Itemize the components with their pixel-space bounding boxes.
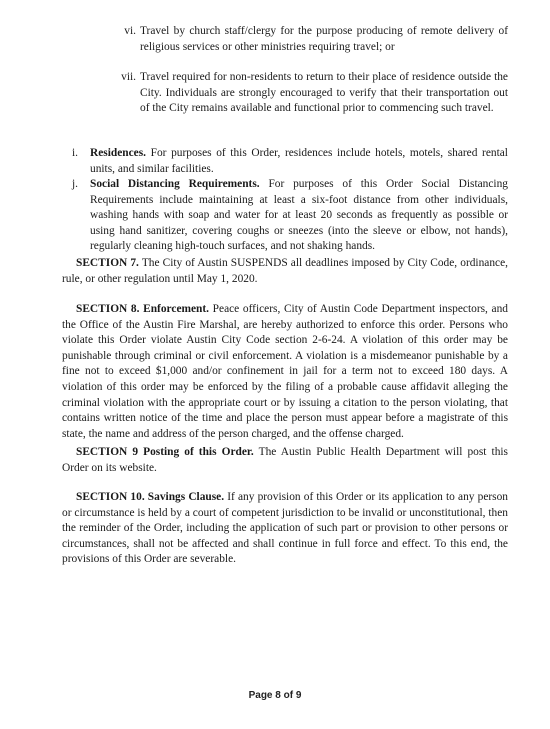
list-item-j-social-distancing [62, 177, 508, 255]
section-heading: SECTION 7. [76, 257, 139, 269]
section-7 [62, 256, 508, 287]
section-9 [62, 445, 508, 476]
list-item-text: Travel required for non-residents to return to their place of residence outside the City. Individuals are strongly encouraged to verify that their transportation out of the City remains available and functional prior to commencing such travel. [140, 71, 508, 115]
section-heading: SECTION 9 Posting of this Order. [76, 446, 254, 458]
list-item-vii [104, 70, 508, 117]
section-10 [62, 490, 508, 568]
list-item-text: For purposes of this Order, residences include hotels, motels, shared rental units, and similar facilities. [90, 147, 508, 175]
section-text: The Austin Public Health Department will post this Order on its website. [62, 446, 508, 474]
list-item-number: vi. [124, 25, 136, 37]
section-8 [62, 302, 508, 442]
list-item-number: vii. [121, 71, 136, 83]
list-item-letter: i. [72, 147, 79, 159]
list-item-i-residences [62, 146, 508, 177]
list-item-heading: Residences. [90, 147, 146, 159]
section-text: The City of Austin SUSPENDS all deadlines imposed by City Code, ordinance, rule, or other regulation until May 1, 2020. [62, 257, 508, 285]
section-heading: SECTION 10. Savings Clause. [76, 491, 225, 503]
list-item-text: For purposes of this Order Social Distancing Requirements include maintaining at least a six-foot distance from other individuals, washing hands with soap and water for at least 20 seconds as frequently as possible or using hand sanitizer, covering coughs or sneezes (into the sleeve or elbow, not hands), regularly cleaning high-touch surfaces, and not shaking hands. [90, 178, 508, 253]
section-heading: SECTION 8. Enforcement. [76, 303, 210, 315]
list-item-text: Travel by church staff/clergy for the purpose producing of remote delivery of religious services or other ministries requiring travel; or [140, 25, 508, 53]
page-number: Page 8 of 9 [248, 690, 302, 701]
section-text: Peace officers, City of Austin Code Department inspectors, and the Office of the Austin Fire Marshal, are hereby authorized to enforce this order. Persons who violate this Order violate Austin City Code section 2-6-24. A violation of this order may be punishable through criminal or civil enforcement. A violation is a misdemeanor punishable by a fine not to exceed $1,000 and/or confinement in jail for a term not to exceed 180 days. A violation of this order may be enforced by the filing of a probable cause affidavit alleging the criminal violation with the appropriate court or by issuing a citation to the person violating, that contains written notice of the time and place the person must appear before a magistrate of this state, the name and address of the person charged, and the offense charged. [62, 303, 508, 440]
list-item-heading: Social Distancing Requirements. [90, 178, 260, 190]
list-item-letter: j. [72, 178, 79, 190]
list-item-vi [104, 24, 508, 55]
section-text: If any provision of this Order or its application to any person or circumstance is held by a court of competent jurisdiction to be invalid or unconstitutional, then the reminder of the Order, including the application of such part or provision to other persons or circumstances, shall not be affected and shall continue in full force and effect. To this end, the provisions of this Order are severable. [62, 491, 508, 566]
